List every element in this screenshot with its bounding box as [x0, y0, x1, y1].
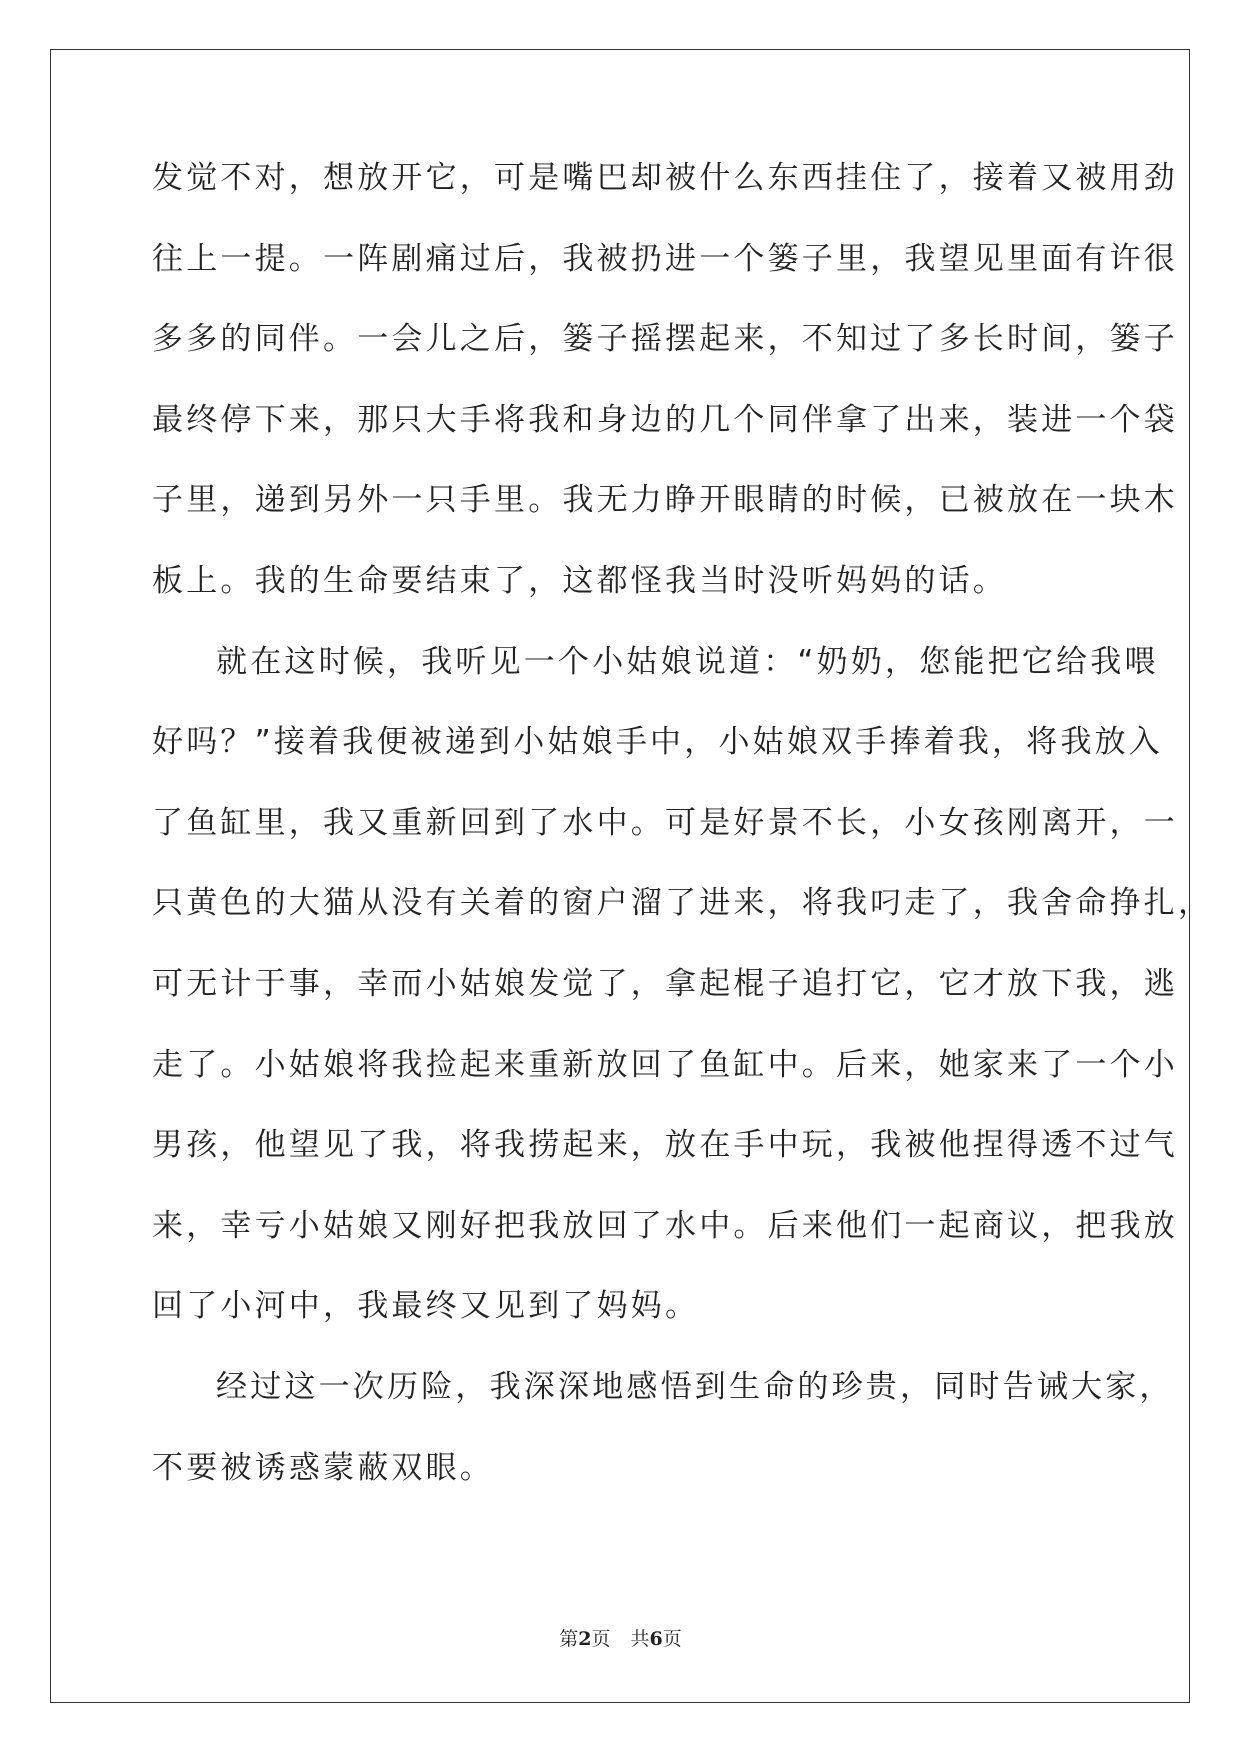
document-body	[152, 160, 1213, 1533]
text-line: 往上一提。一阵剧痛过后，我被扔进一个篓子里，我望见里面有许很	[152, 240, 1178, 277]
text-line: 子里，递到另外一只手里。我无力睁开眼睛的时候，已被放在一块木	[152, 482, 1178, 519]
total-suffix: 页	[662, 1628, 682, 1650]
page-prefix: 第	[559, 1628, 579, 1650]
text-line: 发觉不对，想放开它，可是嘴巴却被什么东西挂住了，接着又被用劲	[152, 160, 1178, 196]
text-line: 多多的同伴。一会儿之后，篓子摇摆起来，不知过了多长时间，篓子	[152, 321, 1178, 358]
page-suffix: 页	[591, 1628, 611, 1650]
total-prefix: 共	[630, 1628, 650, 1650]
page-footer	[0, 1624, 1241, 1651]
text-line: 回了小河中，我最终又见到了妈妈。	[152, 1288, 700, 1325]
text-line: 只黄色的大猫从没有关着的窗户溜了进来，将我叼走了，我舍命挣扎，	[152, 885, 1213, 922]
text-line: 男孩，他望见了我，将我捞起来，放在手中玩，我被他捏得透不过气	[152, 1127, 1178, 1164]
text-line: 板上。我的生命要结束了，这都怪我当时没听妈妈的话。	[152, 562, 1007, 599]
text-line: 不要被诱惑蒙蔽双眼。	[152, 1449, 494, 1486]
text-line: 来，幸亏小姑娘又刚好把我放回了水中。后来他们一起商议，把我放	[152, 1207, 1178, 1244]
page-current: 2	[578, 1628, 592, 1650]
text-line: 走了。小姑娘将我捡起来重新放回了鱼缸中。后来，她家来了一个小	[152, 1046, 1178, 1083]
text-line: 经过这一次历险，我深深地感悟到生命的珍贵，同时告诫大家，	[216, 1368, 1174, 1405]
text-line: 可无计于事，幸而小姑娘发觉了，拿起棍子追打它，它才放下我，逃	[152, 965, 1178, 1002]
text-line: 就在这时候，我听见一个小姑娘说道：“奶奶，您能把它给我喂	[216, 643, 1159, 680]
page-total: 6	[649, 1628, 663, 1650]
text-line: 好吗？”接着我便被递到小姑娘手中，小姑娘双手捧着我，将我放入	[152, 724, 1164, 761]
text-line: 了鱼缸里，我又重新回到了水中。可是好景不长，小女孩刚离开，一	[152, 804, 1178, 841]
text-line: 最终停下来，那只大手将我和身边的几个同伴拿了出来，装进一个袋	[152, 401, 1178, 438]
